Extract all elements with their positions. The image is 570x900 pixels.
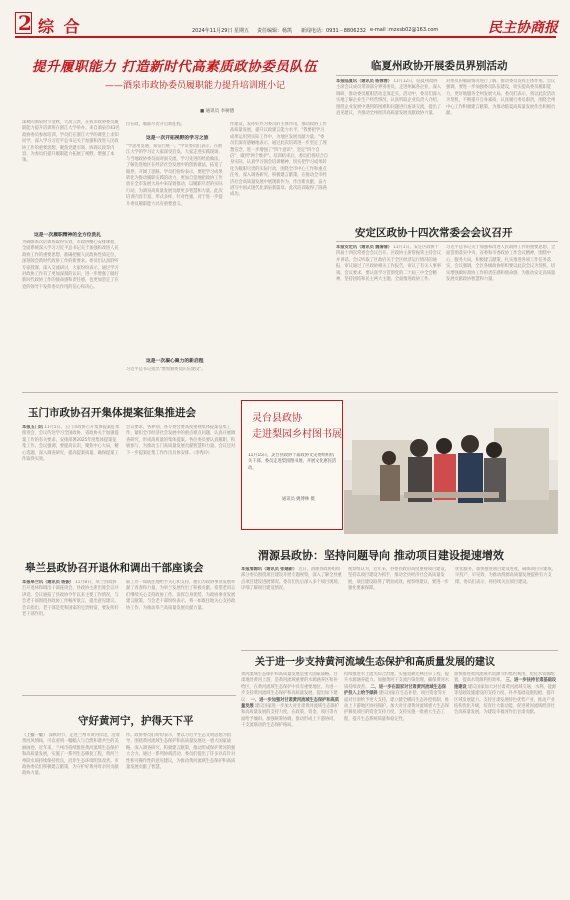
lead-subtitle: ——酒泉市政协委员履职能力提升培训班小记 bbox=[105, 81, 286, 91]
weiyuan-col-2: 视察组认为，近年来，县委县政府高度重视项目建设，坚持以项目建设为抓手，推动全县经济社会高质量发展，项目建设取得了明显成效。视察组建议，要进一步强化要素保障。 bbox=[348, 567, 449, 592]
lead-subhead-1: 这是一次履职精神的全方位洗礼 bbox=[34, 233, 102, 238]
anding-col-1: 本报安定讯（通讯员 魏倩倩） 11月1日，安定区政协十四届十四次常委会会议召开。区政协主席常振荣主持会议并讲话。会议听取了区政府关于全区经济运行情况的通报，审议通过了区政协相关工作报告，审议了有关人事事项。会议要求，要认真学习贯彻党的二十届三中全会精神，坚持团结和民主两大主题，全面推进政协工作。 bbox=[336, 245, 441, 283]
guardian-col-2: 作。政协委员们纷纷表示，要以习近平生态文明思想为指导，围绕黄河流域生态保护和高质量发展这一重大国家战略，深入调查研究，积极建言献策，推动形成保护黄河的强大合力。通过一系列协商活动，委员们提出了许多具有针对性和可操作性的意见建议，为推动黄河流域生态保护和高质量发展贡献了智慧。 bbox=[126, 733, 236, 771]
lead-col-2b: "学思用贯通、知信行统一。"学员委员们表示，在浙江大学的学习让大家深受启发。大家走进实践现场，与当地政协委员面对面交流，学习先进的经验做法，了解先进地区在经济社会发展中的创新做法，拓宽了眼界，开阔了思路。学员们纷纷表示，要把学习成果转化为推动履职实践的动力，更加自觉地把政协工作放在全市发展大局中来谋划推动，以履职尽责的实际行动，为酒泉高质量发展贡献更多智慧和力量。此次培训内容丰富、形式多样、针对性强，对于进一步提升委员履职能力具有重要意义。 bbox=[126, 144, 223, 207]
suzhou-col-1: 本报皋兰讯（通讯员 杨振） 11月8日，皋兰县政协召开退休和调出干部座谈会，县政协主席出席会议并讲话。会议通报了县政协今年以来主要工作情况，与会老干部围绕县政协工作畅所欲言，提出意见建议。会议指出，老干部是党和国家的宝贵财富，要发挥好老干部作用。 bbox=[22, 580, 119, 618]
yumen-byline: 本报玉门讯 bbox=[22, 425, 43, 430]
lingtai-credit: 通讯员 姚博林 摄 bbox=[282, 497, 315, 502]
guardian-title: 守好黄河宁，护得天下平 bbox=[78, 715, 194, 727]
anding-col-2: 习近平总书记关于加强和改进人民政协工作的重要思想，全面贯彻落实中央、省委和市委政协工作会议精神，围绕中心、服务大局，积极建言献策，扎实推进各项工作任务落实。会议强调，全区各级政协组织要以此次会议为契机，切实增强做好政协工作的责任感和使命感，为推动安定高质量发展贡献政协智慧和力量。 bbox=[446, 245, 556, 283]
lingtai-caption: 11月15日，灵台县政协十届政协文史委组织机关干部、委员走进梨园图书展，开展文化惠民活动。 bbox=[248, 453, 337, 471]
suzhou-title: 皋兰县政协召开退休和调出干部座谈会 bbox=[25, 562, 204, 574]
weiyuan-divider bbox=[241, 650, 558, 651]
yellow-river-section-1: 一、进一步加强对甘肃黄河流域生态保护和高质量发展 bbox=[241, 697, 339, 710]
suzhou-col-2: 职工作一如既往地给予关心和支持，他们为政协事业发展奉献了青春和力量，为皋兰发展作出了积极贡献。希望老同志们继续关心支持政协工作，发挥自身优势，为政协事业发展建言献策。与会老干部纷纷表示，将一如既往地关心支持政协工作，为推动皋兰高质量发展贡献力量。 bbox=[126, 580, 236, 611]
editor: 责任编辑：杨凯 bbox=[257, 28, 293, 34]
suzhou-byline: 本报皋兰讯（通讯员 杨振） bbox=[22, 580, 74, 585]
lingtai-photo bbox=[344, 400, 558, 534]
upper-section-divider bbox=[22, 392, 558, 393]
yellow-river-section-3: 三、进一步扶持甘肃基础设施建设 bbox=[454, 678, 557, 690]
lead-byline: ■ 通讯员 李树德 bbox=[200, 109, 235, 114]
page-number: 2 bbox=[18, 11, 32, 35]
weiyuan-title: 渭源县政协：坚持问题导向 推动项目建设提速增效 bbox=[258, 549, 504, 562]
yellow-river-col-1: 黄河流域生态保护和高质量发展是重大国家战略。甘肃地处黄河上游，是黄河流域重要的水源涵养区和补给区，在黄河流域生态保护中具有重要地位。为进一步支持黄河流域生态保护和高质量发展，提出如下建议： 一、进一步加强对甘肃黄河流域生态保护和高质量发展 建议国家进一步加大对甘肃黄河流域生态保护和高质量发展的支持力度，在政策、资金、项目等方面给予倾斜。加强统筹协调，推动形成上下游协同、干支流联动的生态保护格局。 bbox=[241, 672, 339, 729]
logo: 民主协商报 bbox=[488, 20, 558, 36]
linxia-col-2: 对委员的履职情况进行了解，推动委员发挥主体作用。会议强调，要进一步加强委员队伍建设，切实提高委员履职能力，更好地服务全州发展大局。委员们表示，将以此次活动为契机，不断提升自身素质，认真履行委员职责，围绕全州中心工作积极建言献策，为推动临夏高质量发展作出积极贡献。 bbox=[446, 79, 556, 117]
yumen-title: 玉门市政协召开集体提案征集推进会 bbox=[28, 407, 196, 419]
section-name: 综 合 bbox=[38, 17, 82, 36]
issue-date: 2024年11月29日 星期五 bbox=[192, 28, 250, 34]
guardian-byline: （上接一版） bbox=[22, 733, 48, 738]
yumen-col-1: 本报玉门讯 11月5日，玉门市政协召开集体提案征集推进会，会议传达学习全国政协、省政协关于加强提案工作的有关要求，安排部署2025年度集体提案征集工作。会议强调，要提高认识，聚焦中心大局，精心选题，深入调查研究，提高提案质量，确保提案工作取得实效。 bbox=[22, 425, 120, 463]
anding-rule bbox=[336, 241, 558, 242]
yellow-river-title: 关于进一步支持黄河流域生态保护和高质量发展的建议 bbox=[255, 657, 495, 668]
linxia-byline: 本报临夏讯（通讯员 杨蓉蓉） bbox=[336, 79, 392, 84]
lingtai-title-1: 灵台县政协 bbox=[252, 413, 302, 424]
lead-col-2: 位在政，履职尽责开启新征程。 bbox=[126, 122, 185, 127]
masthead bbox=[0, 0, 570, 40]
email: e-mail :mzxsb02@163.com bbox=[370, 27, 439, 33]
phone: 新闻电话：0931－8806232 bbox=[301, 28, 366, 34]
guardian-col-1: （上接一版） 深秋时节，走进兰州市黄河岸边，沿着黄河风情线，可以看到一幅幅人与自然和谐共生的美丽画卷。近年来，兰州市持续推进黄河流域生态保护和高质量发展，实施了一系列生态修复工程，黄河兰州段水质持续保持优良，沿岸生态环境明显改善。市政协委员们积极建言献策，为守护好黄河母亲河贡献政协力量。 bbox=[22, 733, 120, 777]
weiyuan-byline: 本报渭源讯（通讯员 张建新） bbox=[241, 567, 297, 572]
lead-col-1: 深秋的酒泉时节金秋，天高云淡，在我市政协委员履职能力提升培训班在浙江大学举办。来自酒泉市43名政协委员参加培训，学员们在浙江大学的课堂上求知问学，深入学习习近平总书记关于加强和改进人民政协工作的重要思想，聚焦党建引领、协商议政等内容，为委员们提升履职能力拓展了视野，增强了本领。 bbox=[22, 120, 120, 164]
linxia-title: 临夏州政协开展委员界别活动 bbox=[371, 60, 508, 72]
yellow-river-section-2: 二、进一步在国家对甘肃黄河流域生态保护投入上给予倾斜 bbox=[344, 684, 446, 697]
weiyuan-col-3: 优化服务，加快推进项目建设进度，确保项目早建成、早投产、早见效，为推动渭源高质量发展提供有力支撑。委员们表示，将持续关注项目建设。 bbox=[455, 567, 556, 585]
anding-title: 安定区政协十四次常委会会议召开 bbox=[355, 227, 513, 239]
linxia-rule bbox=[336, 75, 558, 76]
lead-subhead-2: 这是一次开拓视野的学习之旅 bbox=[146, 136, 209, 141]
yellow-river-col-2: 持续推进水土流失综合治理，实施退耕还林还草工程，提升水源涵养能力。加强黄河干支流污染治理，确保黄河水质持续改善。 二、进一步在国家对甘肃黄河流域生态保护投入上给予倾斜 建议国家在生态补偿、项目资金等方面对甘肃给予更大支持，建立健全横向生态补偿机制，推动上下游地区协同保护。加大对甘肃黄河流域重大生态保护修复项目的资金支持力度，支持实施一批重大生态工程，提升生态系统质量和稳定性。 bbox=[344, 672, 449, 722]
anding-byline: 本报安定讯（通讯员 魏倩倩） bbox=[336, 245, 392, 250]
lead-col-2c: 习近平总书记指出"要加强委员队伍建设"。 bbox=[126, 367, 206, 372]
gaolan-divider bbox=[22, 695, 236, 696]
yellow-river-col-3: 加快推进黄河流域水资源节约集约利用，优化水资源配置，提高水资源利用效率。 三、进一步扶持甘肃基础设施建设 建议国家加大对甘肃黄河流域交通、水利、能源等基础设施建设的支持力度，补齐基础设施短板，提升区域发展能力。支持甘肃发展特色优势产业，推动产业结构优化升级，培育壮大新动能，促进黄河流域经济社会高质量发展，为建设幸福河作出甘肃贡献。 bbox=[454, 672, 557, 716]
lead-col-3: 作建设，发挥好作为委员的主体作用，推动政协工作高质量发展，提升议政建言能力水平。"我要把学习成果运用到实际工作中，为地区发展贡献力量。"委员们深有感触地表示，通过此次培训进一步坚定了理想信念，进一步增强了"四个意识"、坚定"四个自信"、做到"两个维护"。培训结束后，委员们将结合自身实际，认真学习领会培训精神，切实把学习成果转化为履职尽责的实际行动，围绕全市中心工作和重点任务，深入调查研究，积极建言献策，在推动全市经济社会高质量发展中展现新作为、作出新贡献，奋力谱写中国式现代化酒泉新篇章。此次培训取得了圆满成功。 bbox=[230, 122, 328, 198]
lead-title: 提升履职能力 打造新时代高素质政协委员队伍 bbox=[32, 59, 318, 75]
yumen-col-2: 会议要求，各界别、各专委会要高度重视集体提案征集工作，紧扣全市经济社会发展中的重点难点问题，认真开展调查研究，形成高质量的集体提案。各位委员要认真履职，积极参与，为推动玉门高质量发展贡献智慧和力量。会议还对下一步提案征集工作作出具体安排。（李秀玲） bbox=[126, 425, 236, 456]
linxia-col-1: 本报临夏讯（通讯员 杨蓉蓉） 11月12日，临夏州政协主席会议成员带领部分界别委员，走进州属各企业，深入调研，推动委员履职活动走深走实。活动中，委员们深入实地了解企业生产经营情况，认真听取企业负责人介绍，围绕企业发展中遇到的困难和问题进行座谈交流，提出了意见建议，为推动全州经济高质量发展贡献政协力量。 bbox=[336, 79, 441, 117]
weiyuan-col-1: 本报渭源讯（通讯员 张建新） 近日，渭源县政协组织部分委员围绕项目建设开展专题视察，深入了解全县重点项目建设进展情况。委员们先后深入多个项目现场，详细了解项目建设情况。 bbox=[241, 567, 342, 592]
masthead-rule bbox=[15, 36, 556, 38]
lingtai-box bbox=[241, 400, 343, 530]
lingtai-title-2: 走进梨园乡村图书展 bbox=[252, 429, 342, 440]
lead-subhead-3: 这是一次凝心聚力的新启程 bbox=[146, 359, 204, 364]
lead-col-1b: 为确保本次培训班取得实效，市政协精心安排课程，全面系统深入学习习近平总书记关于加强和改进人民政协工作的重要思想，准确把握人民政协性质定位，深刻领会新时代政协工作的新要求。委员们认真聆听专家授课，深入交流研讨，大家纷纷表示，通过学习对政协工作有了更加深刻的认识，进一步增强了做好新时代政协工作的使命感和责任感，也更加坚定了在党的领导下发挥委员作用的信心和决心。 bbox=[22, 240, 119, 290]
